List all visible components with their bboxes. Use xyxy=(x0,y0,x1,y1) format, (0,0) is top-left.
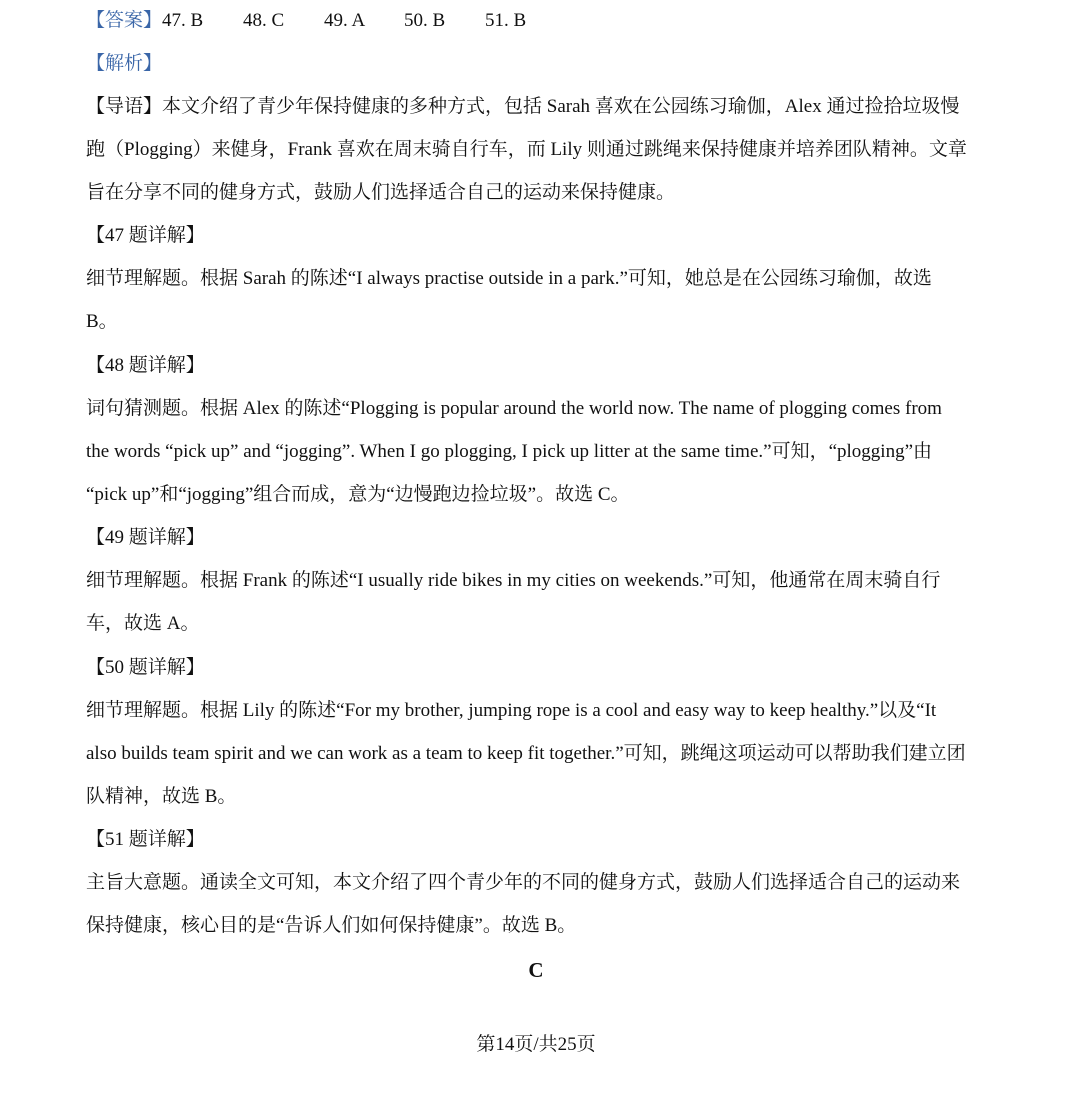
q47-line: 细节理解题。根据 Sarah 的陈述“I always practise outside in a park.”可知，她总是在公园练习瑜伽，故选 xyxy=(86,268,932,289)
q51-heading: 【51 题详解】 xyxy=(86,829,205,850)
intro-line: 旨在分享不同的健身方式，鼓励人们选择适合自己的运动来保持健康。 xyxy=(86,182,676,203)
answer-47: 47. B xyxy=(162,10,204,31)
q50-line: 细节理解题。根据 Lily 的陈述“For my brother, jumping rope is a cool and easy way to keep healthy.”以及“It xyxy=(86,700,937,721)
q49-heading: 【49 题详解】 xyxy=(86,527,205,548)
q48-line: 词句猜测题。根据 Alex 的陈述“Plogging is popular around the world now. The name of plogging comes from xyxy=(86,398,942,419)
intro-line: 跑（Plogging）来健身，Frank 喜欢在周末骑自行车，而 Lily 则通过跳绳来保持健康并培养团队精神。文章 xyxy=(86,139,967,160)
q49-line: 细节理解题。根据 Frank 的陈述“I usually ride bikes in my cities on weekends.”可知，他通常在周末骑自行 xyxy=(86,570,941,591)
page-number-footer: 第14页/共25页 xyxy=(476,1034,596,1055)
answer-50: 50. B xyxy=(404,10,446,31)
answer-label: 【答案】 xyxy=(86,10,163,31)
q48-line: “pick up”和“jogging”组合而成，意为“边慢跑边捡垃圾”。故选 C。 xyxy=(86,484,630,505)
q51-line: 主旨大意题。通读全文可知，本文介绍了四个青少年的不同的健身方式，鼓励人们选择适合自己的运动来 xyxy=(86,872,961,893)
q50-line: also builds team spirit and we can work as a team to keep fit together.”可知，跳绳这项运动可以帮助我们建立团 xyxy=(86,743,966,764)
intro-line: 【导语】本文介绍了青少年保持健康的多种方式，包括 Sarah 喜欢在公园练习瑜伽，Alex 通过捡拾垃圾慢 xyxy=(86,96,960,117)
q50-line: 队精神，故选 B。 xyxy=(86,786,237,807)
answer-49: 49. A xyxy=(324,10,366,31)
answer-line xyxy=(86,8,991,34)
q49-line: 车，故选 A。 xyxy=(86,613,200,634)
section-heading: C xyxy=(528,958,544,982)
q51-line: 保持健康，核心目的是“告诉人们如何保持健康”。故选 B。 xyxy=(86,915,577,936)
answer-51: 51. B xyxy=(485,10,527,31)
q50-heading: 【50 题详解】 xyxy=(86,657,205,678)
q48-line: the words “pick up” and “jogging”. When I go plogging, I pick up litter at the same time.”可知，“plogging”由 xyxy=(86,441,933,462)
q48-heading: 【48 题详解】 xyxy=(86,355,205,376)
q47-line: B。 xyxy=(86,311,118,332)
answer-48: 48. C xyxy=(243,10,285,31)
analysis-label: 【解析】 xyxy=(86,53,163,74)
q47-heading: 【47 题详解】 xyxy=(86,225,205,246)
